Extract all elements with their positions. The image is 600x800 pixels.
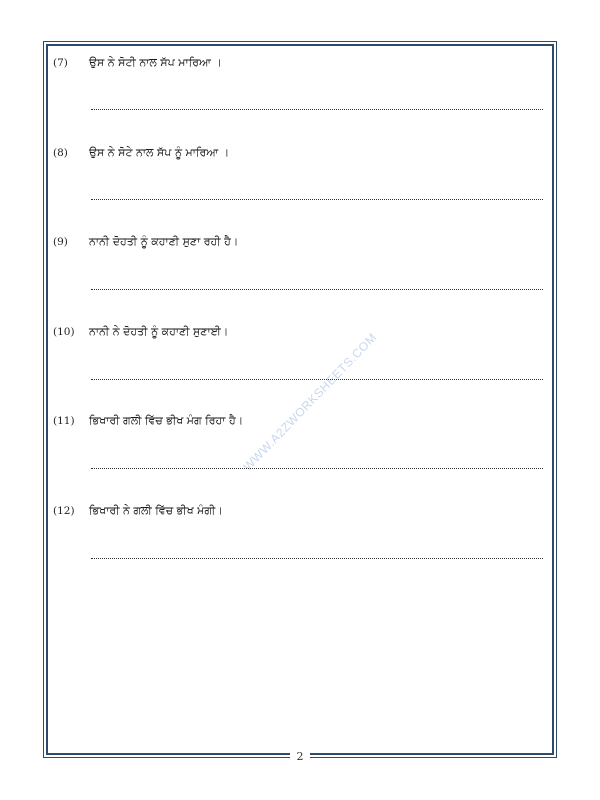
answer-line-9[interactable] bbox=[91, 289, 543, 290]
question-number: (9) bbox=[53, 236, 68, 248]
question-12 bbox=[53, 504, 223, 518]
question-number: (7) bbox=[53, 57, 68, 69]
page-number: 2 bbox=[290, 750, 310, 763]
question-10 bbox=[53, 325, 228, 339]
question-text: ਭਿਖਾਰੀ ਨੇ ਗਲੀ ਵਿੱਚ ਭੀਖ ਮੰਗੀ। bbox=[89, 504, 223, 517]
question-8 bbox=[53, 146, 229, 160]
question-11 bbox=[53, 414, 243, 428]
answer-line-10[interactable] bbox=[91, 379, 543, 380]
answer-line-11[interactable] bbox=[91, 468, 543, 469]
question-text: ਨਾਨੀ ਨੇ ਦੋਹਤੀ ਨੂੰ ਕਹਾਣੀ ਸੁਣਾਈ। bbox=[89, 325, 229, 338]
question-number: (8) bbox=[53, 147, 68, 159]
question-number: (11) bbox=[53, 415, 75, 427]
question-text: ਨਾਨੀ ਦੋਹਤੀ ਨੂੰ ਕਹਾਣੀ ਸੁਣਾ ਰਹੀ ਹੈ। bbox=[89, 235, 239, 248]
question-text: ਭਿਖਾਰੀ ਗਲੀ ਵਿੱਚ ਭੀਖ ਮੰਗ ਰਿਹਾ ਹੈ। bbox=[89, 414, 244, 427]
question-text: ਉਸ ਨੇ ਸੋਟੀ ਨਾਲ ਸੱਪ ਮਾਰਿਆ । bbox=[89, 56, 222, 69]
answer-line-7[interactable] bbox=[91, 109, 543, 110]
question-number: (10) bbox=[53, 326, 75, 338]
question-9 bbox=[53, 235, 238, 249]
answer-line-8[interactable] bbox=[91, 199, 543, 200]
question-text: ਉਸ ਨੇ ਸੋਟੇ ਨਾਲ ਸੱਪ ਨੂੰ ਮਾਰਿਆ । bbox=[89, 146, 230, 159]
answer-line-12[interactable] bbox=[91, 558, 543, 559]
question-7 bbox=[53, 56, 222, 70]
question-number: (12) bbox=[53, 505, 75, 517]
watermark-text: WWW.A2ZWORKSHEETS.COM bbox=[240, 330, 380, 474]
